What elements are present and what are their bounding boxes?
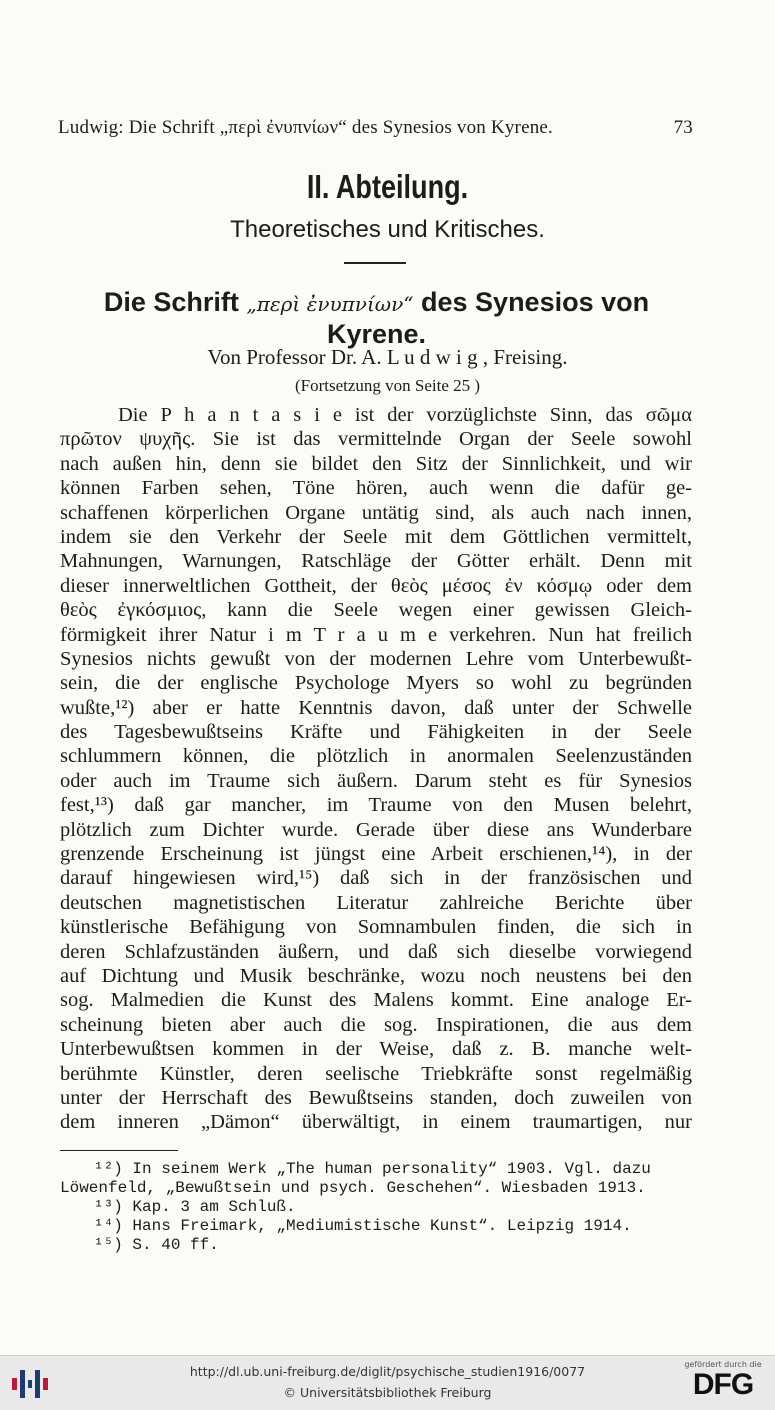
body-line: schaffenen körperlichen Organe untätig sind, als auch nach innen, xyxy=(60,501,692,524)
running-head-title: Ludwig: Die Schrift „περὶ ἐνυπνίων“ des Synesios von Kyrene. xyxy=(58,117,553,138)
article-title-pre: Die Schrift xyxy=(103,287,247,317)
body-line: Unterbewußtsen kommen in der Weise, daß z. B. manche welt- xyxy=(60,1038,692,1061)
footnote-line: Löwenfeld, „Bewußtsein und psych. Geschehen“. Wiesbaden 1913. xyxy=(60,1179,646,1197)
permalink-url[interactable]: http://dl.ub.uni-freiburg.de/diglit/psychische_studien1916/0077 xyxy=(189,1364,586,1379)
body-line: sein, die der englische Psychologe Myers so wohl zu begründen xyxy=(60,672,692,695)
dfg-sponsor xyxy=(681,1360,765,1401)
body-line: schlummern können, die plötzlich in anormalen Seelenzuständen xyxy=(60,745,692,768)
dfg-logo: DFG xyxy=(692,1368,754,1401)
body-line: nach außen hin, denn sie bildet den Sitz der Sinnlichkeit, und wir xyxy=(60,452,692,475)
footnote-line: ¹³) Kap. 3 am Schluß. xyxy=(94,1198,296,1216)
footnote-divider xyxy=(60,1150,178,1151)
dfg-caption: gefördert durch die xyxy=(684,1360,762,1369)
body-line: berühmte Künstler, deren seelische Triebkräfte sonst regelmäßig xyxy=(60,1062,692,1085)
body-line: darauf hingewiesen wird,¹⁵) daß sich in der französischen und xyxy=(60,867,692,890)
body-line: dem inneren „Dämon“ überwältigt, in einem traumartigen, nur xyxy=(60,1111,692,1134)
article-title-greek: „περὶ ἐνυπνίων“ xyxy=(246,292,414,316)
body-line: unter der Herrschaft des Bewußtseins standen, doch zuweilen von xyxy=(60,1086,692,1109)
body-line: förmigkeit ihrer Natur i m T r a u m e verkehren. Nun hat freilich xyxy=(60,623,692,646)
article-title-post: des Synesios von Kyrene. xyxy=(326,287,650,349)
body-line: Die P h a n t a s i e ist der vorzüglichste Sinn, das σῶμα xyxy=(118,404,692,426)
body-line: auf Dichtung und Musik beschränke, wozu noch neustens bei den xyxy=(60,964,692,987)
body-line: wußte,¹²) aber er hatte Kenntnis davon, daß unter der Schwelle xyxy=(60,696,692,719)
footnotes xyxy=(60,1160,692,1255)
body-text xyxy=(60,403,692,1135)
body-line: Mahnungen, Warnungen, Ratschläge der Götter erhält. Denn mit xyxy=(60,550,692,573)
body-line: indem sie den Verkehr der Seele mit dem Göttlichen vermittelt, xyxy=(60,525,692,548)
body-line: Synesios nichts gewußt von der modernen Lehre vom Unterbewußt- xyxy=(60,647,692,670)
section-subtitle: Theoretisches und Kritisches. xyxy=(230,216,545,243)
body-line: dieser innerweltlichen Gottheit, der θεὸς μέσος ἐν κόσμῳ oder dem xyxy=(60,574,692,597)
body-line: deutschen magnetistischen Literatur zahlreiche Berichte über xyxy=(60,891,692,914)
body-line: scheinung bieten aber auch die sog. Inspirationen, die aus dem xyxy=(60,1013,692,1036)
section-title: II. Abteilung. xyxy=(306,168,469,205)
body-line: grenzende Erscheinung ist jüngst eine Arbeit erschienen,¹⁴), in der xyxy=(60,843,692,866)
page-number: 73 xyxy=(673,117,693,138)
title-divider xyxy=(344,262,406,264)
footnote-line: ¹²) In seinem Werk „The human personality“ 1903. Vgl. dazu xyxy=(94,1160,651,1178)
continuation-note: (Fortsetzung von Seite 25 ) xyxy=(294,376,481,395)
body-line: plötzlich zum Dichter wurde. Gerade über diese ans Wunderbare xyxy=(60,818,692,841)
footnote-line: ¹⁵) S. 40 ff. xyxy=(94,1236,219,1254)
body-line: sog. Malmedien die Kunst des Malens kommt. Eine analoge Er- xyxy=(60,989,692,1012)
viewer-footer xyxy=(0,1355,775,1410)
body-line: können Farben sehen, Töne hören, auch wenn die dafür ge- xyxy=(60,477,692,500)
body-line: künstlerische Befähigung von Somnambulen finden, die sich in xyxy=(60,916,692,939)
body-line: θεὸς ἐγκόσμιος, kann die Seele wegen einer gewissen Gleich- xyxy=(60,599,692,622)
body-line: oder auch im Traume sich äußern. Darum steht es für Synesios xyxy=(60,769,692,792)
body-line: fest,¹³) daß gar mancher, im Traume von den Musen belehrt, xyxy=(60,794,692,817)
article-title xyxy=(60,287,693,349)
body-line: des Tagesbewußtseins Kräfte und Fähigkeiten in der Seele xyxy=(60,721,692,744)
body-line: πρῶτον ψυχῆς. Sie ist das vermittelnde Organ der Seele sowohl xyxy=(60,428,692,451)
author-byline: Von Professor Dr. A. L u d w i g , Freising. xyxy=(207,345,568,369)
running-head xyxy=(58,117,693,139)
body-line: deren Schlafzuständen äußern, und daß sich dieselbe vorwiegend xyxy=(60,940,692,963)
footnote-line: ¹⁴) Hans Freimark, „Mediumistische Kunst“. Leipzig 1914. xyxy=(94,1217,632,1235)
copyright-text: © Universitätsbibliothek Freiburg xyxy=(283,1385,492,1400)
